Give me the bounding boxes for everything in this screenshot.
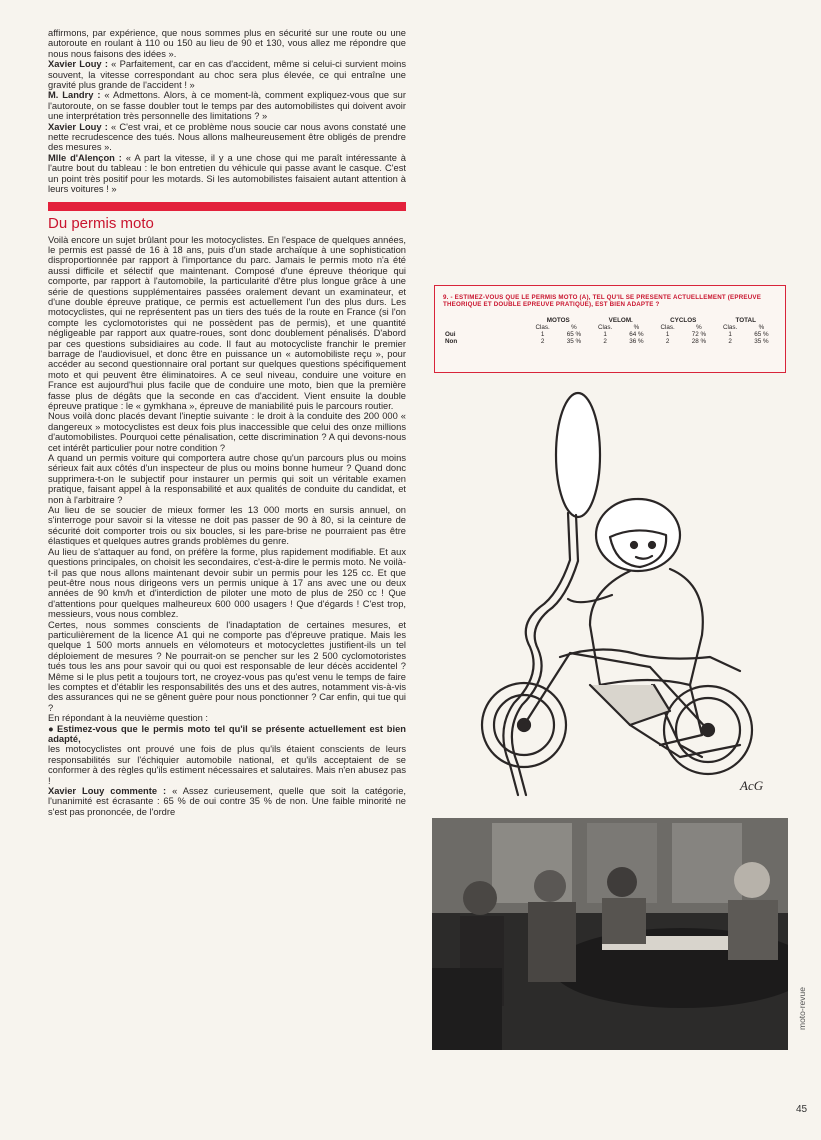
intro-paragraph-0: affirmons, par expérience, que nous sommes plus en sécurité sur une route ou une autoroute en roulant à 110 ou 150 au lieu de 90 et 130, vous allez me répondre que nous nous faisons des idées ». — [48, 28, 406, 59]
body-paragraph: les motocyclistes ont prouvé une fois de plus qu'ils étaient conscients de leurs responsabilités sur l'échiquier automobile national, et qu'ils acceptaient de se conformer à des règles qu'ils estiment nécessaires et salutaires. Mais n'en abusez pas ! — [48, 744, 406, 786]
intro-paragraph-2: M. Landry : « Admettons. Alors, à ce moment-là, comment expliquez-vous que sur l'autoroute, on se fasse doubler tout le temps par des automobilistes qui doivent avoir une interprétation très personnelle des limitations ? » — [48, 90, 406, 122]
table-cell: 2 — [603, 338, 607, 346]
table-cell: 1 — [665, 331, 670, 339]
table-cell: 1 — [603, 331, 607, 339]
table-cell: 28 % — [691, 338, 707, 346]
body-paragraph: A quand un permis voiture qui comportera autre chose qu'un parcours plus ou moins sérieux fait aux côtés d'un inspecteur de plus ou moins bonne humeur ? Quand donc supprimera-t-on le subjectif pour instaurer un permis qui soit un véritable examen pratique, faisant appel à la responsabilité et aux qualités de conduite du candidat, et non à l'arbitraire ? — [48, 453, 406, 505]
page-number: 45 — [796, 1104, 808, 1115]
subheader: % — [571, 324, 577, 332]
group-header: CYCLOS — [670, 317, 697, 325]
table-cell: 65 % — [566, 331, 582, 339]
group-header: TOTAL — [735, 317, 756, 325]
body-paragraph: Voilà encore un sujet brûlant pour les motocyclistes. En l'espace de quelques années, le permis est passé de 16 à 18 ans, puis d'un stade archaïque à une sophistication disproportionnée par rapport à l'importance du parc. Jamais le permis moto n'a été aussi difficile et sélectif que maintenant. Composé d'une épreuve théorique qui comporte, par rapport à l'automobile, la particularité d'être plus longue grâce à une série de questions supplémentaires passées oralement devant un examinateur, et d'une double épreuve pratique, ce permis est actuellement l'un des plus durs. Les motocyclistes, qui ne représentent pas un tiers des tués de la route en France (si l'on compte les cyclomotoristes qui ne possèdent pas de permis), et une quantité négligeable par rapport aux quatre-roues, sont donc doublement pénalisés. D'abord par ces questions subsidiaires au code. Il faut au motocycliste franchir le premier barrage de l'audiovisuel, et donc être en puissance un « automobiliste reçu », pour accéder au second questionnaire oral portant sur quelques questions spécifiquement moto et qui peuvent être éliminatoires. A ce seul niveau, conduire une voiture en France est aujourd'hui plus facile que de conduire une moto, bien que la première fasse plus de dégâts que la seconde en cas d'accident. Vient ensuite la double épreuve pratique : le « gymkhana », épreuve de maniabilité puis le parcours routier. — [48, 234, 406, 411]
section-divider-bar — [48, 202, 406, 211]
article-column — [48, 28, 406, 817]
bullet-item: ● Estimez-vous que le permis moto tel qu'il se présente actuellement est bien adapté, — [48, 723, 406, 744]
subheader: Clas. — [722, 324, 738, 332]
artist-signature: AcG — [740, 778, 764, 793]
road-sign-icon — [556, 393, 600, 517]
table-cell: 2 — [728, 338, 732, 346]
survey-question: 9. - ESTIMEZ-VOUS QUE LE PERMIS MOTO (A), TEL QU'IL SE PRESENTE ACTUELLEMENT (EPREUVE THEORIQUE ET DOUBLE EPREUVE PRATIQUE), EST BIEN ADAPTE ? — [443, 294, 762, 309]
row-label: Oui — [445, 331, 456, 339]
body-paragraph: Nous voilà donc placés devant l'ineptie suivante : le droit à la conduite des 200 000 « dangereux » motocyclistes est deux fois plus inaccessible que celui des onze millions d'automobilistes. Pourquoi cette pénalisation, cette discrimination ? A qui devons-nous cet intérêt particulier pour notre condition ? — [48, 411, 406, 453]
motorcyclist-cartoon — [440, 385, 788, 810]
intro-paragraph-4: Mlle d'Alençon : « A part la vitesse, il y a une chose qui me paraît intéressante à l'autre bout du tableau : le bon entretien du véhicule qui passe avant le casque. C'est un point très positif pour les motards. Si les automobilistes faisaient autant attention à leurs voitures ! » — [48, 152, 407, 195]
subheader: % — [696, 324, 702, 332]
table-cell: 64 % — [629, 331, 644, 339]
table-cell: 2 — [540, 338, 545, 346]
body-paragraph: Certes, nous sommes conscients de l'inadaptation de certaines mesures, et particulièrement de la licence A1 qui ne comporte pas d'épreuve pratique. Mais les quelque 1 500 morts annuels en vélomoteurs et motocyclettes justifient-ils un tel déploiement de mesures ? Ne pourrait-on se pencher sur les 2 500 cyclomotoristes tués tous les ans pour savoir qui ou quoi est responsable de leur décès accidentel ? Même si le plus petit a toujours tort, ne croyez-vous pas qu'est venu le temps de faire les comptes et d'établir les responsabilités des uns et des autres, notamment vis-à-vis des assurances qui ne se gênent guère pour nous ponctionner ? Car enfin, qui tue qui ? — [48, 619, 406, 713]
table-cell: 1 — [728, 331, 732, 339]
survey-subheader-row — [443, 324, 777, 331]
subheader: % — [633, 324, 640, 332]
closing-paragraph: Xavier Louy commente : « Assez curieusement, quelle que soit la catégorie, l'unanimité est écrasante : 65 % de oui contre 35 % de non. Une faible minorité ne s'est pas prononcée, de l'ordre — [48, 786, 406, 817]
magazine-name: moto-revue — [797, 987, 807, 1030]
survey-table — [443, 317, 777, 345]
body-paragraph: Au lieu de s'attaquer au fond, on préfère la forme, plus rapidement modifiable. Et aux questions principales, on choisit les secondaires, c'est-à-dire le permis moto. Ne voilà-t-il pas que nous allons maintenant devoir subir un permis pour les 125 cc. Et que peut-être nous nous dirigeons vers un permis unique à 17 ans avec une ou deux années de 90 km/h et d'interdiction de piloter une moto de plus de 250 cc ! Que d'attentions pour quelques malheureux 600 000 usagers ! Que d'égards ! C'est trop, messieurs, vous nous comblez. — [48, 546, 406, 620]
table-cell: 1 — [540, 331, 545, 339]
subheader: Clas. — [535, 324, 550, 332]
group-header: MOTOS — [546, 317, 570, 325]
section-title: Du permis moto — [48, 214, 154, 232]
survey-group-header-row — [443, 317, 777, 324]
table-row — [443, 338, 777, 345]
table-cell: 65 % — [754, 331, 769, 339]
subheader: Clas. — [660, 324, 675, 332]
meeting-photo — [432, 818, 788, 1050]
table-cell: 35 % — [566, 338, 582, 346]
subheader: Clas. — [597, 324, 613, 332]
table-cell: 72 % — [691, 331, 707, 339]
body-paragraph: Au lieu de se soucier de mieux former les 13 000 morts en sursis annuel, on s'interroge pour savoir si la vitesse ne doit pas passer de 90 à 80, si la ceinture de sécurité doit comporter trois ou six boucles, si les pare-brise ne pourraient pas être élastiques et quelques autres grands problèmes du genre. — [48, 505, 406, 547]
row-label: Non — [445, 338, 458, 346]
table-cell: 36 % — [629, 338, 644, 346]
intro-paragraph-3: Xavier Louy : « C'est vrai, et ce problème nous soucie car nous avons constaté une nette recrudescence des tués. Nous allons malheureusement être obligés de prendre des mesures ». — [48, 121, 406, 153]
group-header: VELOM. — [608, 317, 633, 325]
survey-results-box — [434, 285, 786, 373]
body-paragraph: En répondant à la neuvième question : — [48, 713, 208, 724]
bullet-dot-icon: ● — [48, 723, 54, 734]
table-cell: 2 — [665, 338, 670, 346]
intro-paragraph-1: Xavier Louy : « Parfaitement, car en cas d'accident, même si celui-ci survient moins souvent, la vitesse correspondant au choc sera plus élevée, ce qui entraîne une gravité plus grande de l'accident ! » — [48, 59, 406, 91]
table-row — [443, 331, 777, 338]
table-cell: 35 % — [754, 338, 769, 346]
subheader: % — [758, 324, 765, 332]
